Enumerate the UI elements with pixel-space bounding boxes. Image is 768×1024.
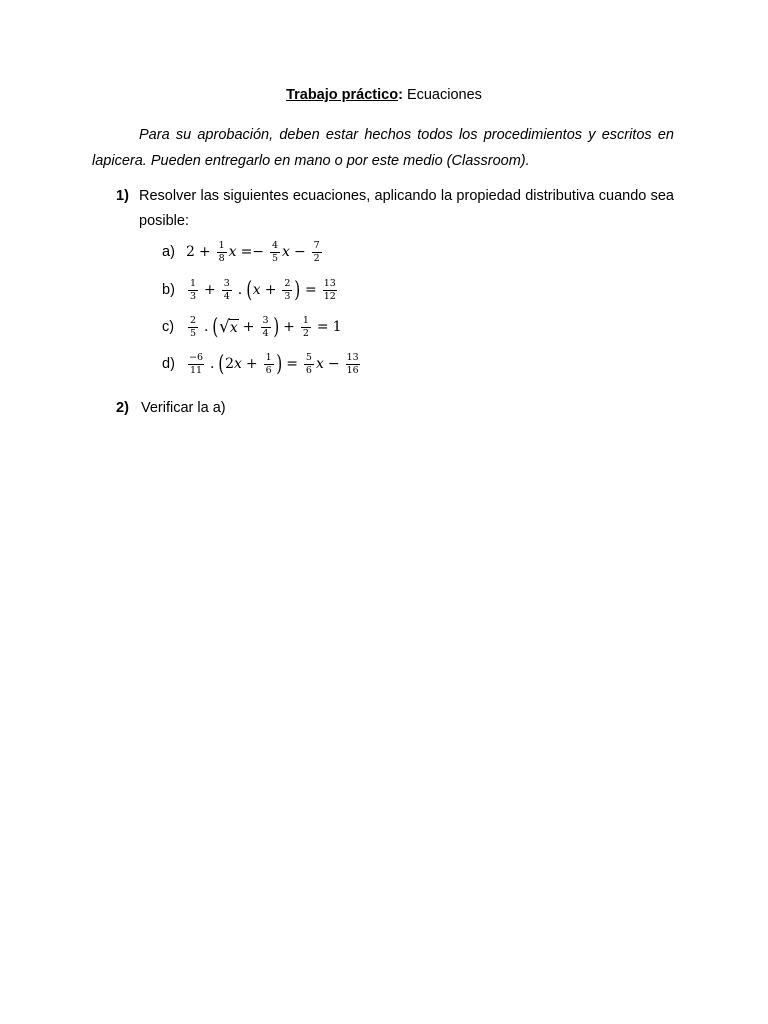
fraction (301, 316, 311, 339)
fraction (346, 353, 360, 376)
denominator: 4 (262, 327, 269, 339)
list-item-1 (116, 184, 674, 234)
fraction (270, 241, 280, 264)
term: 2 (225, 356, 234, 372)
numerator: −6 (189, 351, 204, 363)
fraction (188, 353, 204, 376)
variable: x (252, 282, 261, 298)
numerator: 2 (189, 314, 197, 326)
fraction (217, 241, 227, 264)
variable: x (315, 356, 324, 372)
right-paren: ) (294, 277, 301, 303)
numerator: 1 (302, 314, 309, 326)
denominator: 8 (218, 252, 225, 264)
denominator: 3 (189, 290, 197, 302)
numerator: 1 (189, 277, 197, 289)
fraction (323, 279, 337, 302)
equation-math (186, 315, 342, 340)
operator: − (327, 356, 340, 372)
equation-label: a) (162, 244, 175, 260)
operator: = (305, 282, 317, 298)
denominator: 2 (302, 327, 309, 339)
equation-math (186, 278, 339, 303)
radical-sign: √ (219, 317, 230, 337)
numerator: 3 (223, 277, 230, 289)
intro-paragraph (92, 122, 674, 174)
numerator: 3 (262, 314, 269, 326)
operator: = (316, 319, 329, 335)
operator: + (242, 319, 255, 335)
denominator: 4 (223, 290, 230, 302)
operator: + (245, 356, 258, 372)
operator: =− (240, 244, 265, 260)
item-number: 2) (116, 400, 129, 416)
item-text: Resolver las siguientes ecuaciones, aplicando la propiedad distributiva cuando sea posible: (139, 188, 674, 229)
left-paren: ( (218, 351, 225, 377)
numerator: 13 (346, 351, 359, 363)
fraction (222, 279, 232, 302)
operator: + (204, 282, 216, 298)
numerator: 1 (265, 351, 272, 363)
title-colon: : (398, 87, 403, 103)
radicand: x (229, 319, 238, 336)
operator: + (264, 282, 277, 298)
title-rest: Ecuaciones (402, 87, 482, 103)
variable: x (233, 356, 242, 372)
term: 2 (186, 244, 195, 260)
numerator: 1 (218, 239, 225, 251)
fraction (312, 241, 322, 264)
denominator: 6 (265, 364, 272, 376)
operator: . (204, 319, 209, 335)
equation-b (162, 273, 339, 307)
right-paren: ) (275, 351, 282, 377)
square-root (219, 317, 239, 337)
operator: − (293, 244, 306, 260)
fraction (282, 279, 292, 302)
equation-a (162, 235, 324, 269)
equation-math (186, 352, 362, 377)
numerator: 2 (284, 277, 291, 289)
numerator: 4 (272, 239, 279, 251)
numerator: 13 (323, 277, 336, 289)
numerator: 7 (313, 239, 320, 251)
intro-text: Para su aprobación, deben estar hechos todos los procedimientos y escritos en lapicera. Pueden entregarlo en mano o por este medio (Classroom). (92, 127, 674, 169)
left-paren: ( (246, 277, 253, 303)
item-text: Verificar la a) (141, 400, 226, 416)
document-title (0, 87, 768, 103)
variable: x (228, 244, 237, 260)
equation-c (162, 310, 342, 344)
denominator: 11 (189, 364, 203, 376)
denominator: 12 (323, 290, 336, 302)
term: 1 (332, 319, 342, 335)
equation-label: b) (162, 282, 175, 298)
fraction (261, 316, 271, 339)
denominator: 6 (305, 364, 312, 376)
numerator: 5 (305, 351, 312, 363)
operator: + (283, 319, 295, 335)
right-paren: ) (272, 314, 279, 340)
equation-math (186, 241, 324, 264)
fraction (188, 316, 198, 339)
denominator: 5 (189, 327, 197, 339)
list-item-2 (116, 396, 674, 421)
denominator: 2 (313, 252, 320, 264)
operator: + (198, 244, 211, 260)
operator: . (210, 356, 215, 372)
denominator: 5 (272, 252, 279, 264)
fraction (264, 353, 274, 376)
equation-label: c) (162, 319, 175, 335)
equation-d (162, 347, 362, 381)
fraction (188, 279, 198, 302)
title-strong: Trabajo práctico (286, 87, 399, 103)
operator: . (237, 282, 243, 298)
denominator: 16 (346, 364, 359, 376)
item-number: 1) (116, 188, 129, 204)
denominator: 3 (284, 290, 291, 302)
fraction (304, 353, 314, 376)
equation-label: d) (162, 356, 175, 372)
variable: x (282, 244, 290, 260)
operator: = (286, 356, 298, 372)
left-paren: ( (212, 314, 219, 340)
